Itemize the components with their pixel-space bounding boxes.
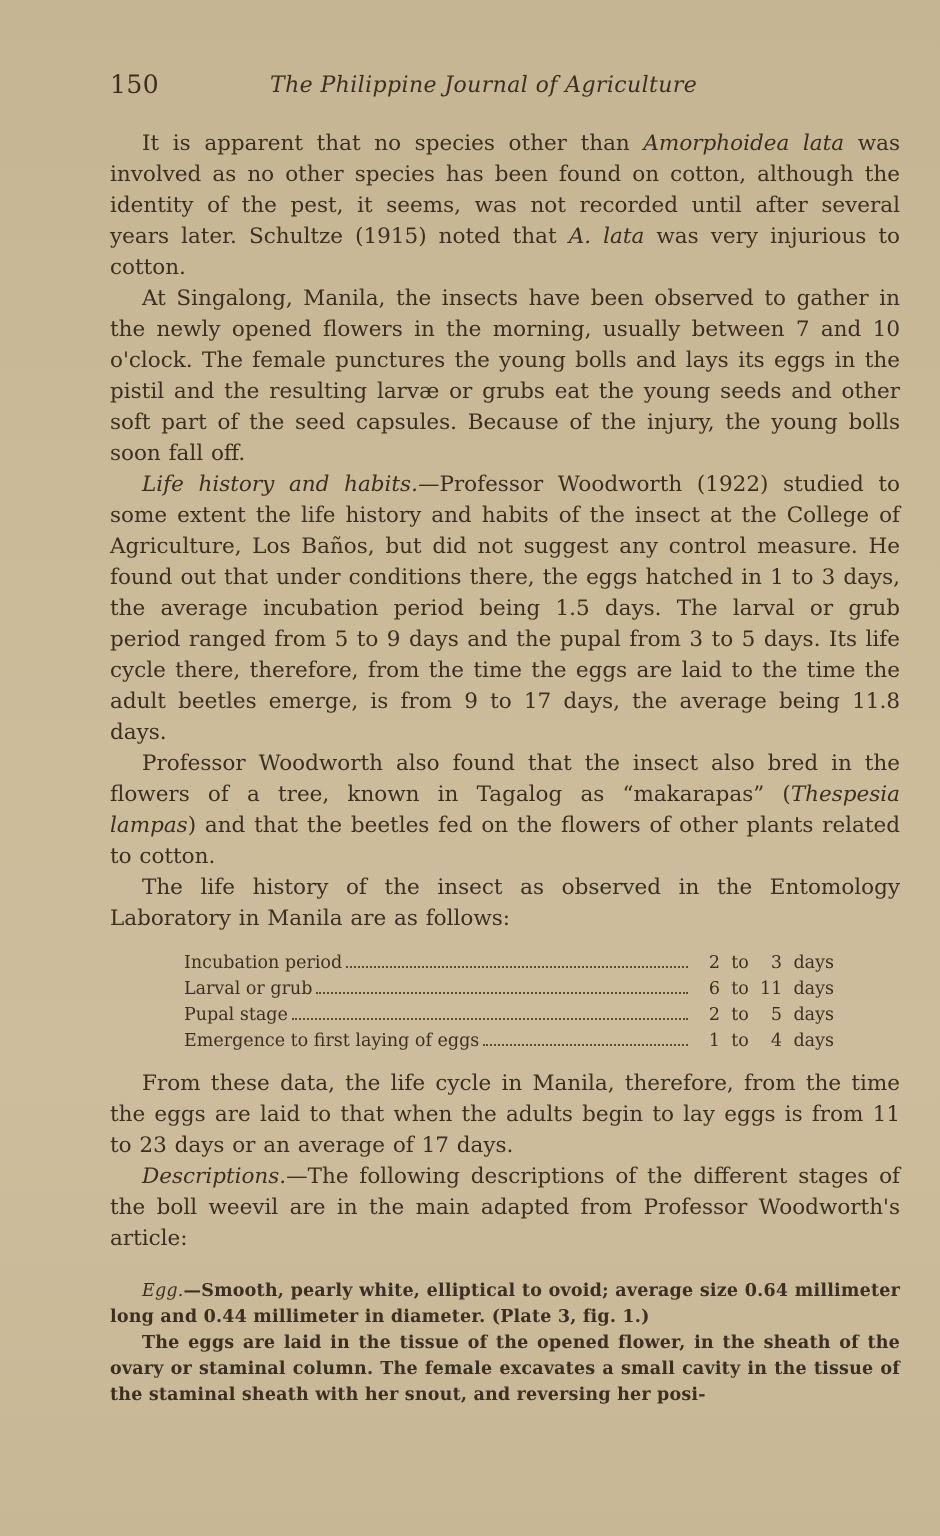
stage-label: Incubation period (184, 953, 343, 973)
dot-leader (346, 966, 688, 968)
paragraph-life-cycle: From these data, the life cycle in Manila, therefore, from the time the eggs are laid to that when the adults begin to lay eggs is from 11 to 23 days or an average of 17 days. (110, 1071, 900, 1158)
range-unit: days (793, 953, 834, 973)
dot-leader (292, 1018, 688, 1020)
range-upto: 5 (770, 1005, 782, 1025)
paragraph-text: It is apparent that no species other than (142, 131, 644, 156)
species-name: Thespesia lampas (110, 782, 900, 838)
paragraph-text: —Smooth, pearly white, elliptical to ovoid; average size 0.64 millimeter long and 0.44 millimeter in diameter. (Plate 3, fig. 1.) (110, 1281, 900, 1327)
range-upto: 3 (770, 953, 782, 973)
paragraph-descriptions (110, 1161, 900, 1254)
running-title: The Philippine Journal of Agriculture (270, 73, 698, 98)
range-unit: days (793, 1031, 834, 1051)
range-from: 1 (708, 1031, 720, 1051)
section-heading: Descriptions. (142, 1164, 287, 1189)
range-unit: days (793, 1005, 834, 1025)
paragraph-text: ) and that the beetles fed on the flowers of other plants related to cotton. (110, 813, 900, 869)
range-to-word: to (731, 1005, 749, 1025)
paragraph-egg (110, 1278, 900, 1330)
range-to-word: to (731, 953, 749, 973)
range-from: 6 (708, 979, 720, 999)
page-number: 150 (110, 70, 160, 99)
section-heading: Life history and habits. (142, 472, 418, 497)
paragraph-text: —Professor Woodworth (1922) studied to some extent the life history and habits of the insect at the College of Agriculture, Los Baños, but did not suggest any control measure. He found out that under conditions there, the eggs hatched in 1 to 3 days, the average incubation period being 1.5 days. The larval or grub period ranged from 5 to 9 days and the pupal from 3 to 5 days. Its life cycle there, therefore, from the time the eggs are laid to the time the adult beetles emerge, is from 9 to 17 days, the average being 11.8 days. (110, 472, 901, 745)
paragraph-eggs-laid: The eggs are laid in the tissue of the opened flower, in the sheath of the ovary or staminal column. The female excavates a small cavity in the tissue of the staminal sheath with her snout, and reversing her posi- (110, 1333, 900, 1405)
stage-label: Pupal stage (184, 1005, 288, 1025)
stage-label: Emergence to first laying of eggs (184, 1031, 480, 1051)
range-from: 2 (708, 953, 720, 973)
life-history-table (184, 950, 834, 1054)
table-row (184, 976, 834, 1002)
range-from: 2 (708, 1005, 720, 1025)
dot-leader (483, 1044, 688, 1046)
dot-leader (316, 992, 688, 994)
subsection-heading: Egg. (142, 1281, 184, 1301)
paragraph-singalong: At Singalong, Manila, the insects have been observed to gather in the newly opened flowers in the morning, usually between 7 and 10 o'clock. The female punctures the young bolls and lays its eggs in the pistil and the resulting larvæ or grubs eat the young seeds and other soft part of the seed capsules. Because of the injury, the young bolls soon fall off. (110, 286, 900, 466)
paragraph-laboratory: The life history of the insect as observed in the Entomology Laboratory in Manila are as follows: (110, 875, 900, 931)
journal-page (110, 70, 900, 1408)
table-row (184, 950, 834, 976)
paragraph-life-history (110, 469, 900, 748)
range-to-word: to (731, 1031, 749, 1051)
species-name: Amorphoidea lata (643, 131, 845, 156)
range-unit: days (793, 979, 834, 999)
species-abbreviation: A. lata (568, 224, 645, 249)
table-row (184, 1028, 834, 1054)
paragraph-text: was involved as no other species has been found on cotton, although the identity of the pest, it seems, was not recorded until after several years later. Schultze (1915) noted that (110, 131, 900, 249)
range-upto: 4 (770, 1031, 782, 1051)
paragraph-text: was very injurious to cotton. (110, 224, 900, 280)
paragraph-species (110, 128, 900, 283)
range-to-word: to (731, 979, 749, 999)
spacer (110, 1254, 900, 1278)
stage-label: Larval or grub (184, 979, 313, 999)
paragraph-text: —The following descriptions of the different stages of the boll weevil are in the main adapted from Professor Woodworth's article: (110, 1164, 900, 1251)
paragraph-makarapas (110, 748, 900, 872)
page-header (110, 70, 900, 110)
paragraph-text: Professor Woodworth also found that the insect also bred in the flowers of a tree, known in Tagalog as “makarapas” ( (110, 751, 900, 807)
table-row (184, 1002, 834, 1028)
range-upto: 11 (760, 979, 783, 999)
